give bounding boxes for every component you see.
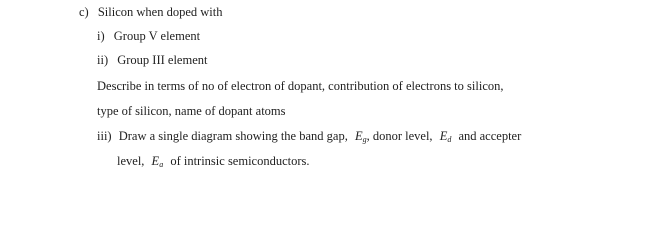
ed-symbol: Ed [439, 129, 452, 144]
eg-symbol: Eg [354, 129, 367, 144]
part-iii-text-b: , donor level, [366, 129, 433, 143]
part-i-label: i) [97, 29, 105, 43]
part-ii-text: Group III element [117, 53, 208, 67]
part-iii [97, 128, 521, 148]
part-iii-line2-b: of intrinsic semiconductors. [170, 154, 310, 168]
question-c-label: c) [79, 5, 89, 19]
question-c-heading [79, 4, 222, 20]
part-i [97, 28, 200, 44]
question-c-text: Silicon when doped with [97, 5, 223, 19]
part-iii-line2-a: level, [117, 154, 145, 168]
part-ii [97, 52, 207, 68]
instruction-line-1: Describe in terms of no of electron of dopant, contribution of electrons to silicon, [97, 79, 504, 93]
part-iii-text-a: Draw a single diagram showing the band gap, [118, 129, 348, 143]
instruction-line-2: type of silicon, name of dopant atoms [97, 104, 286, 118]
ea-symbol: Ea [151, 154, 164, 169]
part-i-text: Group V element [113, 29, 201, 43]
part-iii-text-c: and accepter [458, 129, 522, 143]
part-iii-line-2 [117, 153, 310, 173]
part-iii-label: iii) [97, 129, 112, 143]
part-ii-label: ii) [97, 53, 109, 67]
